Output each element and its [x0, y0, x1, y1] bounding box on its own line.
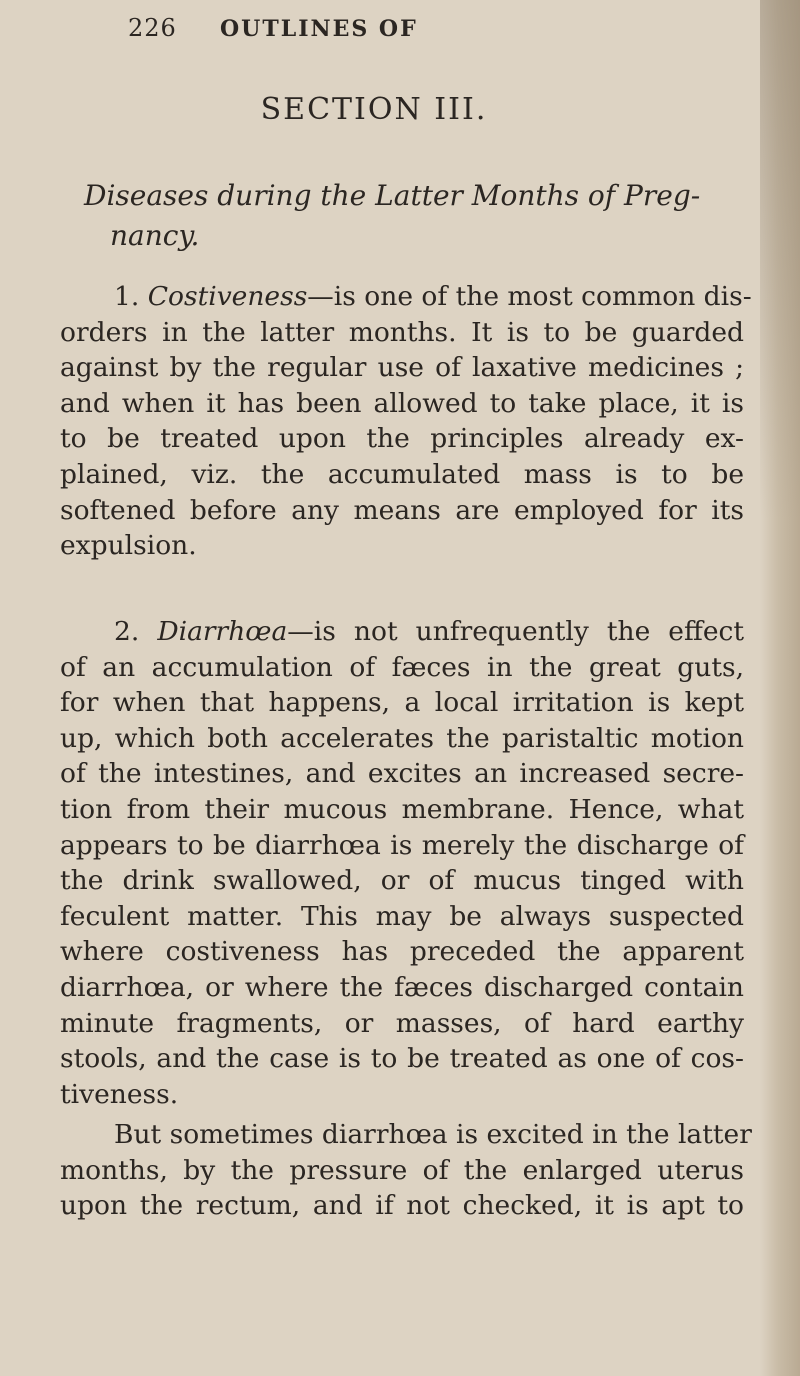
- paragraph-line: against by the regular use of laxative medicines ;: [60, 352, 744, 384]
- paragraph-line: for when that happens, a local irritation is kept: [60, 687, 744, 719]
- paragraph-line: 2. Diarrhœa—is not unfrequently the effect: [114, 616, 744, 647]
- subtitle-line-2: nancy.: [110, 219, 200, 252]
- section-subtitle: [84, 176, 744, 256]
- paragraph-line: feculent matter. This may be always suspected: [60, 900, 744, 932]
- paragraph-line: where costiveness has preceded the apparent: [60, 936, 744, 968]
- paragraph-line: months, by the pressure of the enlarged uterus: [60, 1154, 744, 1186]
- running-head: OUTLINES OF: [220, 16, 418, 42]
- paragraph-costiveness: [60, 279, 752, 564]
- paragraph-line: tiveness.: [60, 1078, 179, 1110]
- paragraph-line: of the intestines, and excites an increased secre-: [60, 758, 744, 790]
- paragraph-line: 1. Costiveness—is one of the most common dis-: [114, 281, 752, 312]
- paragraph-line: softened before any means are employed for its: [60, 494, 744, 526]
- paragraph-line: the drink swallowed, or of mucus tinged with: [60, 865, 744, 897]
- page-number: 226: [128, 14, 177, 42]
- paragraph-diarrhoea: [60, 614, 744, 1112]
- paragraph-line: expulsion.: [60, 530, 197, 562]
- paragraph-line: diarrhœa, or where the fæces discharged contain: [60, 971, 744, 1003]
- section-heading: SECTION III.: [260, 92, 488, 127]
- paragraph-term: Costiveness: [147, 281, 308, 312]
- paragraph-line: stools, and the case is to be treated as one of cos-: [60, 1043, 744, 1075]
- paragraph-line: minute fragments, or masses, of hard earthy: [60, 1007, 744, 1039]
- paragraph-line: appears to be diarrhœa is merely the discharge of: [60, 829, 744, 861]
- paragraph-term: Diarrhœa: [157, 616, 288, 647]
- paragraph-line: tion from their mucous membrane. Hence, what: [60, 793, 744, 825]
- paragraph-line: up, which both accelerates the paristaltic motion: [60, 722, 744, 754]
- paragraph-line: and when it has been allowed to take place, it is: [60, 387, 744, 419]
- paragraph-line: But sometimes diarrhœa is excited in the latter: [114, 1119, 752, 1150]
- page-header: [128, 14, 728, 48]
- paragraph-number: 1.: [114, 281, 140, 312]
- paragraph-line: plained, viz. the accumulated mass is to be: [60, 458, 744, 490]
- paragraph-line: orders in the latter months. It is to be guarded: [60, 316, 744, 348]
- paragraph-line: to be treated upon the principles already ex-: [60, 423, 744, 455]
- paragraph-diarrhoea-continued: [60, 1117, 752, 1224]
- paragraph-number: 2.: [114, 616, 140, 647]
- paragraph-line: of an accumulation of fæces in the great guts,: [60, 651, 744, 683]
- subtitle-line-1: Diseases during the Latter Months of Preg-: [84, 179, 701, 212]
- page-edge-stain: [760, 0, 800, 520]
- paragraph-line: upon the rectum, and if not checked, it is apt to: [60, 1190, 744, 1222]
